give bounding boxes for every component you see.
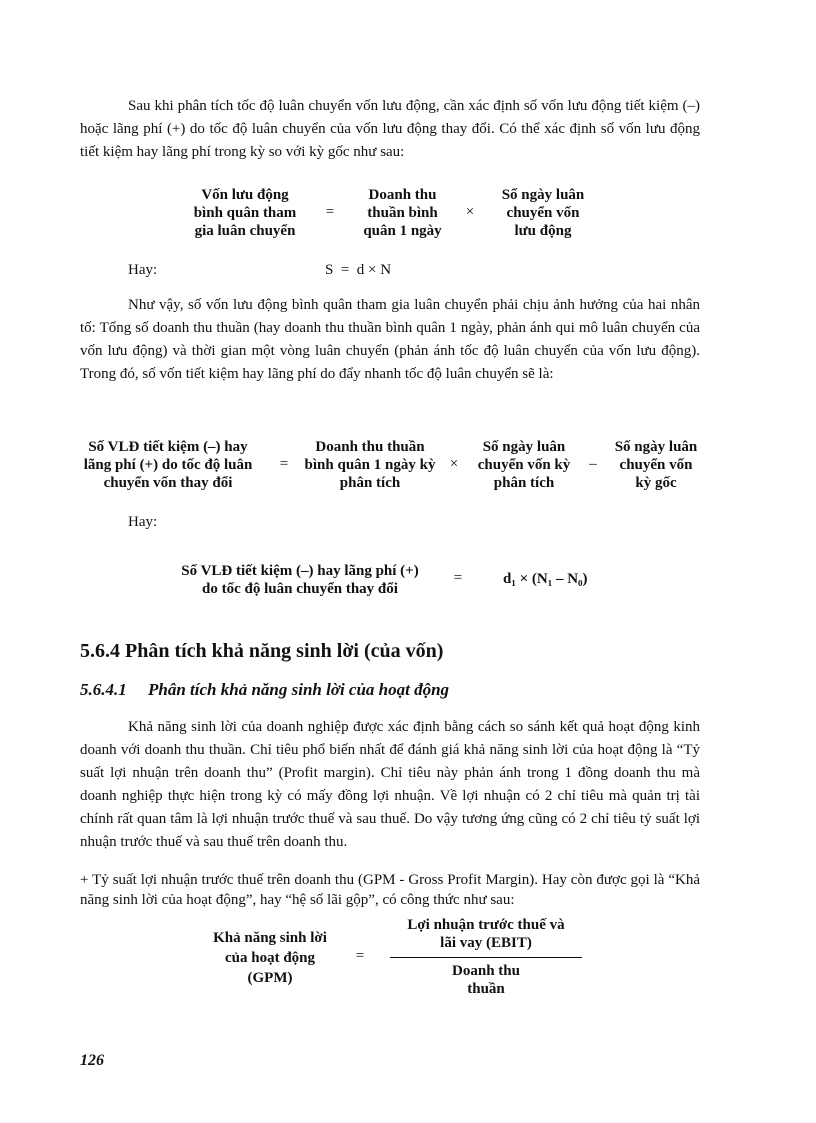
formula3-right: d₁ × (N₁ – N₀) xyxy=(503,571,588,587)
formula2-col4: Số ngày luân chuyển vốn kỳ gốc xyxy=(614,439,698,491)
formula2-col1: Số VLĐ tiết kiệm (–) hay lãng phí (+) do tốc độ luân chuyển vốn thay đổi xyxy=(83,439,253,491)
formula2-equals: = xyxy=(279,456,289,472)
formula2-times: × xyxy=(449,456,459,472)
section-heading: 5.6.4 Phân tích khả năng sinh lời (của vốn) xyxy=(80,640,444,662)
formula2-col2: Doanh thu thuần bình quân 1 ngày kỳ phân tích xyxy=(304,439,436,491)
formula4-left: Khả năng sinh lời của hoạt động (GPM) xyxy=(213,930,327,986)
formula1-middle: Doanh thu thuần bình quân 1 ngày xyxy=(363,187,442,239)
formula4-denominator: Doanh thu thuần xyxy=(452,963,520,997)
page-number: 126 xyxy=(80,1052,104,1069)
fraction-bar xyxy=(390,957,582,958)
formula1-left: Vốn lưu động bình quân tham gia luân chuyển xyxy=(193,187,297,239)
subsection-heading: 5.6.4.1 Phân tích khả năng sinh lời của hoạt động xyxy=(80,680,450,699)
hay-label-1: Hay: xyxy=(128,262,158,278)
formula2-minus: – xyxy=(589,456,597,472)
formula4-numerator: Lợi nhuận trước thuế và lãi vay (EBIT) xyxy=(407,917,565,951)
intro-paragraph: Sau khi phân tích tốc độ luân chuyển vốn lưu động, cần xác định số vốn lưu động tiết kiệm (–) hoặc lãng phí (+) do tốc độ luân chuyển của vốn lưu động thay đổi. Có thể xác định số vốn lưu động tiết kiệm hay lãng phí trong kỳ so với kỳ gốc như sau: xyxy=(80,98,700,160)
formula1-times: × xyxy=(465,204,475,220)
formula4-equals: = xyxy=(355,948,365,964)
formula-s-d-n: S = d × N xyxy=(325,262,392,278)
hay-label-2: Hay: xyxy=(128,514,158,530)
formula1-equals: = xyxy=(325,204,335,220)
formula3-left: Số VLĐ tiết kiệm (–) hay lãng phí (+) do tốc độ luân chuyển thay đổi xyxy=(181,563,419,597)
paragraph-two: Như vậy, số vốn lưu động bình quân tham gia luân chuyển phải chịu ảnh hưởng của hai nhân tố: Tổng số doanh thu thuần (hay doanh thu thuần bình quân 1 ngày, phản ánh qui mô luân chuyển của vốn lưu động) và thời gian một vòng luân chuyển (phản ánh tốc độ luân chuyển của vốn lưu động). Trong đó, số vốn tiết kiệm hay lãng phí do đẩy nhanh tốc độ luân chuyển sẽ là: xyxy=(80,297,700,382)
paragraph-four: + Tỷ suất lợi nhuận trước thuế trên doanh thu (GPM - Gross Profit Margin). Hay còn được gọi là “Khả năng sinh lời của hoạt động”, hay “hệ số lãi gộp”, có công thức như sau: xyxy=(80,872,700,908)
formula3-equals: = xyxy=(453,570,463,586)
paragraph-three: Khả năng sinh lời của doanh nghiệp được xác định bằng cách so sánh kết quả hoạt động kinh doanh với doanh thu thuần. Chỉ tiêu phổ biến nhất để đánh giá khả năng sinh lời của hoạt động là “Tỷ suất lợi nhuận trên doanh thu” (Profit margin). Chỉ tiêu này phản ánh trong 1 đồng doanh thu mà doanh nghiệp thực hiện trong kỳ có mấy đồng lợi nhuận. Về lợi nhuận có 2 chỉ tiêu mà quản trị tài chính rất quan tâm là lợi nhuận trước thuế và sau thuế. Do vậy tương ứng cũng có 2 chỉ tiêu tỷ suất lợi nhuận trước thuế và sau thuế trên doanh thu. xyxy=(80,719,700,850)
formula2-col3: Số ngày luân chuyển vốn kỳ phân tích xyxy=(477,439,571,491)
formula1-right: Số ngày luân chuyển vốn lưu động xyxy=(501,187,585,239)
